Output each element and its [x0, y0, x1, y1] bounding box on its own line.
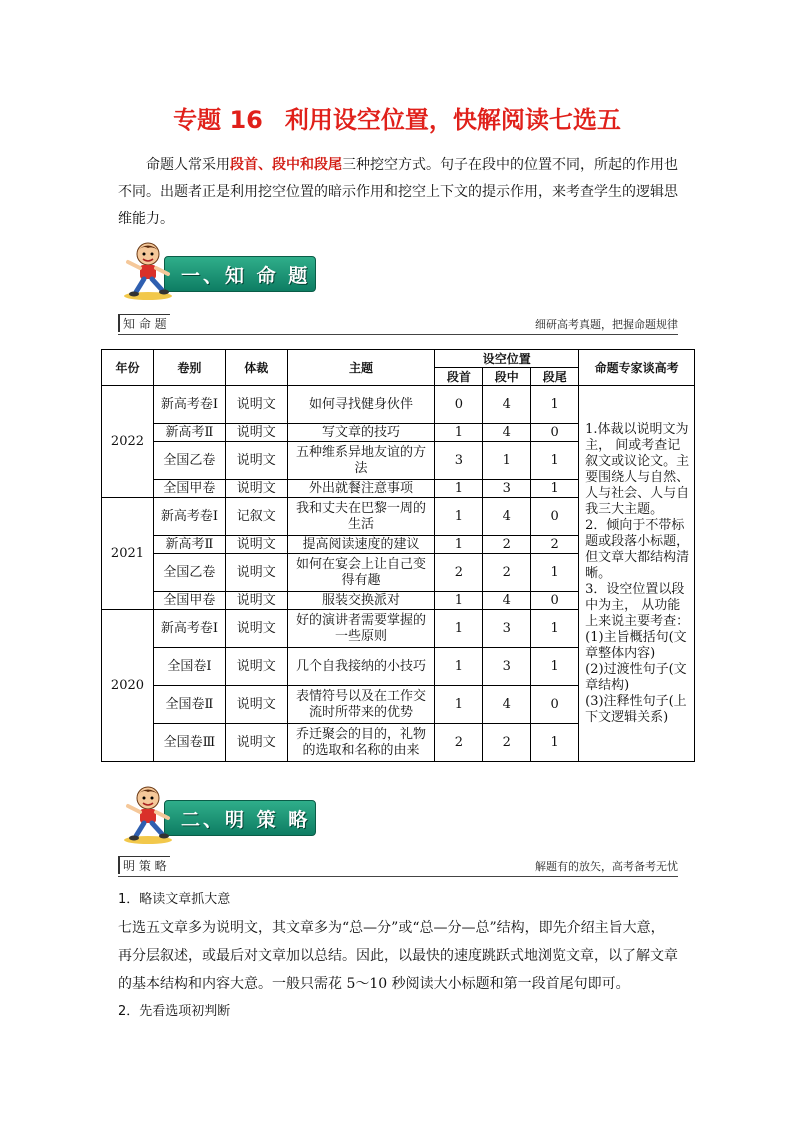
- genre-cell: 说明文: [225, 442, 287, 480]
- end-cell: 2: [531, 536, 579, 554]
- end-cell: 1: [531, 554, 579, 592]
- paper-cell: 全国甲卷: [153, 592, 225, 610]
- section1-banner-text: 一、知 命 题: [181, 265, 311, 287]
- start-cell: 1: [435, 424, 483, 442]
- strategy-heading-1: 1．略读文章抓大意: [118, 892, 231, 907]
- genre-cell: 说明文: [225, 554, 287, 592]
- header-start: 段首: [435, 368, 483, 386]
- start-cell: 2: [435, 724, 483, 762]
- genre-cell: 说明文: [225, 648, 287, 686]
- header-expert: 命题专家谈高考: [579, 350, 695, 386]
- start-cell: 3: [435, 442, 483, 480]
- mid-cell: 4: [483, 592, 531, 610]
- intro-highlight: 段首、段中和段尾: [230, 157, 342, 173]
- section1-banner-bar: [164, 256, 316, 292]
- start-cell: 0: [435, 386, 483, 424]
- end-cell: 1: [531, 480, 579, 498]
- start-cell: 2: [435, 554, 483, 592]
- section1-banner: [118, 240, 318, 302]
- mid-cell: 4: [483, 424, 531, 442]
- genre-cell: 说明文: [225, 424, 287, 442]
- genre-cell: 说明文: [225, 386, 287, 424]
- strategy-paragraph-1: 七选五文章多为说明文，其文章多为“总—分”或“总—分—总”结构，即先介绍主旨大意，再分层叙述，或最后对文章加以总结。因此，以最快的速度跳跃式地浏览文章，以了解文章的基本结构和内容大意。一般只需花 5～10 秒阅读大小标题和第一段首尾句即可。: [118, 920, 678, 992]
- paper-cell: 新高考Ⅱ: [153, 536, 225, 554]
- intro-paragraph: [118, 152, 678, 233]
- start-cell: 1: [435, 686, 483, 724]
- running-boy-icon: [118, 240, 178, 302]
- start-cell: 1: [435, 536, 483, 554]
- topic-cell: 写文章的技巧: [287, 424, 435, 442]
- exam-analysis-table: [101, 349, 695, 762]
- strategy-heading-2: 2．先看选项初判断: [118, 1004, 231, 1019]
- topic-cell: 服装交换派对: [287, 592, 435, 610]
- header-genre: 体裁: [225, 350, 287, 386]
- paper-cell: 全国乙卷: [153, 442, 225, 480]
- page-title: [0, 100, 794, 135]
- header-end: 段尾: [531, 368, 579, 386]
- mid-cell: 3: [483, 610, 531, 648]
- mid-cell: 1: [483, 442, 531, 480]
- section1-subhead: [118, 314, 678, 335]
- end-cell: 0: [531, 592, 579, 610]
- mid-cell: 4: [483, 686, 531, 724]
- topic-cell: 好的演讲者需要掌握的一些原则: [287, 610, 435, 648]
- end-cell: 0: [531, 686, 579, 724]
- header-topic: 主题: [287, 350, 435, 386]
- section2-banner-text: 二、明 策 略: [181, 809, 311, 831]
- end-cell: 1: [531, 442, 579, 480]
- end-cell: 0: [531, 424, 579, 442]
- year-cell: 2021: [102, 498, 154, 610]
- mid-cell: 2: [483, 554, 531, 592]
- genre-cell: 说明文: [225, 610, 287, 648]
- section1-tag: 知 命 题: [118, 314, 170, 332]
- header-position: 设空位置: [435, 350, 579, 368]
- header-paper: 卷别: [153, 350, 225, 386]
- genre-cell: 说明文: [225, 480, 287, 498]
- genre-cell: 说明文: [225, 592, 287, 610]
- genre-cell: 说明文: [225, 686, 287, 724]
- genre-cell: 说明文: [225, 536, 287, 554]
- topic-cell: 如何在宴会上让自己变得有趣: [287, 554, 435, 592]
- end-cell: 1: [531, 610, 579, 648]
- genre-cell: 说明文: [225, 724, 287, 762]
- end-cell: 1: [531, 724, 579, 762]
- topic-cell: 乔迁聚会的目的，礼物的选取和名称的由来: [287, 724, 435, 762]
- start-cell: 1: [435, 610, 483, 648]
- intro-text-before: 命题人常采用: [146, 157, 230, 173]
- header-year: 年份: [102, 350, 154, 386]
- section2-subhead: [118, 856, 678, 877]
- end-cell: 1: [531, 648, 579, 686]
- mid-cell: 4: [483, 498, 531, 536]
- mid-cell: 2: [483, 536, 531, 554]
- topic-cell: 我和丈夫在巴黎一周的生活: [287, 498, 435, 536]
- topic-cell: 外出就餐注意事项: [287, 480, 435, 498]
- paper-cell: 全国卷Ⅲ: [153, 724, 225, 762]
- header-mid: 段中: [483, 368, 531, 386]
- start-cell: 1: [435, 648, 483, 686]
- paper-cell: 全国乙卷: [153, 554, 225, 592]
- section2-banner-bar: [164, 800, 316, 836]
- topic-cell: 几个自我接纳的小技巧: [287, 648, 435, 686]
- running-boy-icon: [118, 784, 178, 846]
- section2-tag: 明 策 略: [118, 856, 170, 874]
- mid-cell: 3: [483, 480, 531, 498]
- topic-cell: 五种维系异地友谊的方法: [287, 442, 435, 480]
- section2-motto: 解题有的放矢，高考备考无忧: [535, 860, 678, 873]
- paper-cell: 全国甲卷: [153, 480, 225, 498]
- expert-note: [579, 386, 695, 762]
- mid-cell: 3: [483, 648, 531, 686]
- paper-cell: 全国卷Ⅱ: [153, 686, 225, 724]
- section2-banner: [118, 784, 318, 846]
- mid-cell: 4: [483, 386, 531, 424]
- table-row: [102, 386, 695, 424]
- start-cell: 1: [435, 480, 483, 498]
- title-number: 专题 16: [173, 106, 263, 134]
- start-cell: 1: [435, 498, 483, 536]
- topic-cell: 表情符号以及在工作交流时所带来的优势: [287, 686, 435, 724]
- paper-cell: 新高考卷Ⅰ: [153, 610, 225, 648]
- year-cell: 2022: [102, 386, 154, 498]
- topic-cell: 如何寻找健身伙伴: [287, 386, 435, 424]
- paper-cell: 新高考Ⅱ: [153, 424, 225, 442]
- end-cell: 1: [531, 386, 579, 424]
- start-cell: 1: [435, 592, 483, 610]
- genre-cell: 记叙文: [225, 498, 287, 536]
- year-cell: 2020: [102, 610, 154, 762]
- intro-text-after: 三种挖空方式。句子在段中的位置不同，所起的作用也不同。出题者正是利用挖空位置的暗示作用和挖空上下文的提示作用，来考查学生的逻辑思维能力。: [118, 157, 678, 227]
- topic-cell: 提高阅读速度的建议: [287, 536, 435, 554]
- end-cell: 0: [531, 498, 579, 536]
- section1-motto: 细研高考真题，把握命题规律: [535, 318, 678, 331]
- paper-cell: 新高考卷Ⅰ: [153, 498, 225, 536]
- paper-cell: 新高考卷Ⅰ: [153, 386, 225, 424]
- mid-cell: 2: [483, 724, 531, 762]
- paper-cell: 全国卷Ⅰ: [153, 648, 225, 686]
- expert-note-text: 1.体裁以说明文为主， 间或考查记叙文或议论文。主要围绕人与自然、人与社会、人与自我三大主题。 2．倾向于不带标题或段落小标题，但文章大都结构清晰。 3．设空位置以段中为主， 从功能上来说主要考查： (1)主旨概括句(文章整体内容) (2)过渡性句子(文章结构) (3)注释性句子(上下文逻辑关系): [585, 422, 690, 725]
- title-text: 利用设空位置，快解阅读七选五: [284, 106, 621, 134]
